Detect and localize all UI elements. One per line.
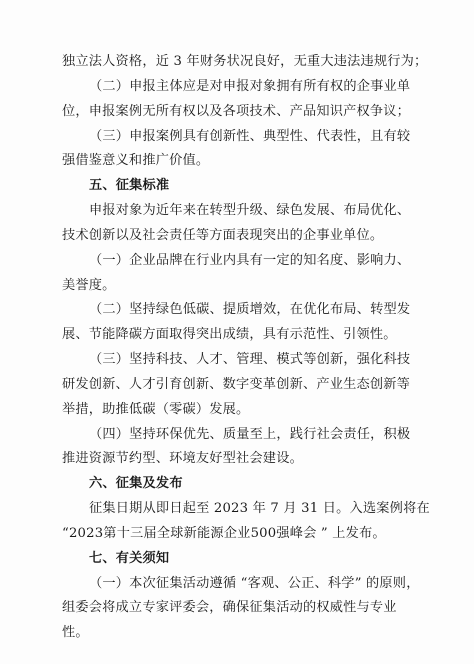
body-text-line: （三）申报案例具有创新性、典型性、代表性，且有较	[89, 129, 411, 144]
body-text-line: （二）申报主体应是对申报对象拥有所有权的企事业单	[89, 79, 411, 94]
body-text-line: （一）本次征集活动遵循 “客观、公正、科学” 的原则，	[89, 576, 420, 591]
body-text-line: 征集日期从即日起至 2023 年 7 月 31 日。入选案例将在	[89, 501, 430, 516]
body-text-line: 独立法人资格，近 3 年财务状况良好，无重大违法违规行为；	[62, 54, 428, 69]
section-heading: 七、有关须知	[89, 551, 170, 566]
body-text-line: （二）坚持绿色低碳、提质增效，在优化布局、转型发	[89, 302, 411, 317]
body-text-line: 性。	[62, 625, 89, 640]
body-text-line: 展、节能降碳方面取得突出成绩，具有示范性、引领性。	[62, 327, 397, 342]
body-text-line: 组委会将成立专家评委会，确保征集活动的权威性与专业	[62, 600, 397, 615]
body-text-line: （四）坚持环保优先、质量至上，践行社会责任，积极	[89, 427, 411, 442]
body-text-line: （三）坚持科技、人才、管理、模式等创新，强化科技	[89, 352, 411, 367]
body-text-line: 申报对象为近年来在转型升级、绿色发展、布局优化、	[89, 203, 411, 218]
body-text-line: “2023第十三届全球新能源企业500强峰会 ” 上发布。	[62, 526, 386, 541]
body-text-line: 强借鉴意义和推广价值。	[62, 153, 210, 168]
body-text-line: 推进资源节约型、环境友好型社会建设。	[62, 451, 303, 466]
body-text-line: （一）企业品牌在行业内具有一定的知名度、影响力、	[89, 253, 411, 268]
body-text-line: 美誉度。	[62, 278, 116, 293]
body-text-line: 技术创新以及社会责任等方面表现突出的企事业单位。	[62, 228, 384, 243]
section-heading: 六、征集及发布	[89, 476, 183, 491]
body-text-line: 位，申报案例无所有权以及各项技术、产品知识产权争议；	[62, 104, 411, 119]
body-text-line: 举措，助推低碳（零碳）发展。	[62, 402, 250, 417]
body-text-line: 研发创新、人才引育创新、数字变革创新、产业生态创新等	[62, 377, 411, 392]
section-heading: 五、征集标准	[89, 178, 170, 193]
